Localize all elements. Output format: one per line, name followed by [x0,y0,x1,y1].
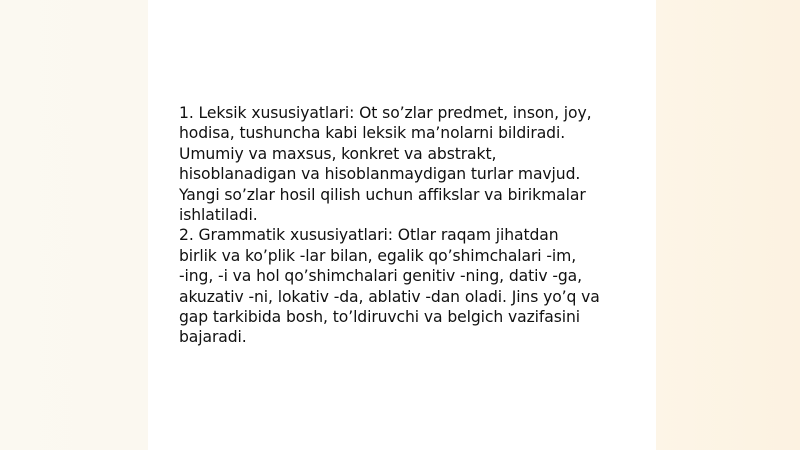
text-line: Umumiy va maxsus, konkret va abstrakt, [179,144,497,163]
text-line: hisoblanadigan va hisoblanmaydigan turlar mavjud. [179,165,581,184]
text-block [179,103,649,348]
text-line: 1. Leksik xususiyatlari: Ot so’zlar predmet, inson, joy, [179,104,592,122]
text-line: hodisa, tushuncha kabi leksik ma’nolarni bildiradi. [179,124,566,143]
text-line: Yangi so’zlar hosil qilish uchun affikslar va birikmalar [179,185,586,204]
text-line: gap tarkibida bosh, to’ldiruvchi va belgich vazifasini [179,308,581,327]
document-page [148,0,656,450]
text-line: akuzativ -ni, lokativ -da, ablativ -dan oladi. Jins yo’q va [179,287,600,306]
text-line: -ing, -i va hol qo’shimchalari genitiv -ning, dativ -ga, [179,267,582,286]
text-line: birlik va ko’plik -lar bilan, egalik qo’shimchalari -im, [179,246,577,265]
text-line: 2. Grammatik xususiyatlari: Otlar raqam jihatdan [179,226,559,245]
text-line: ishlatiladi. [179,206,258,225]
text-line: bajaradi. [179,328,247,347]
